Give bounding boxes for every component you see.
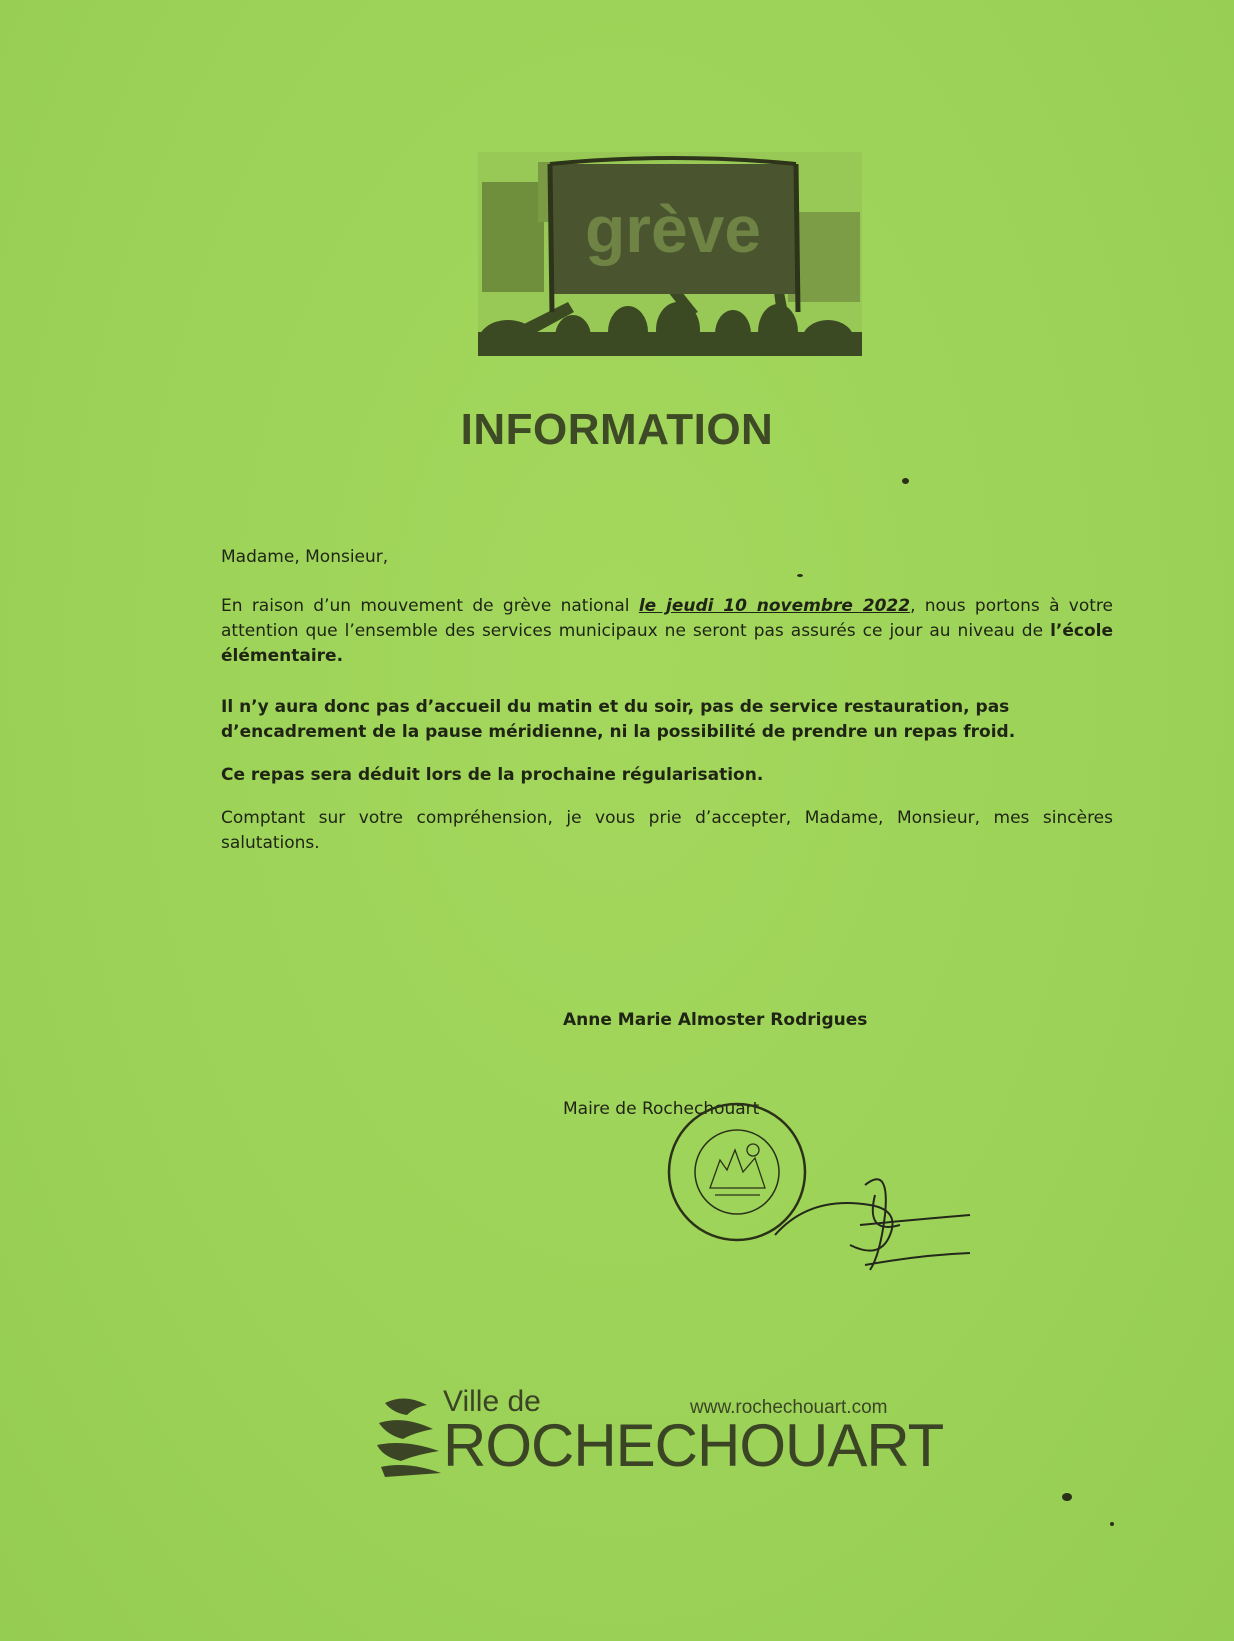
- paragraph-services: Il n’y aura donc pas d’accueil du matin et du soir, pas de service restauration, pas d’encadrement de la pause méridienne, ni la possibilité de prendre un repas froid.: [221, 697, 1016, 742]
- signer-role: Maire de Rochechouart: [563, 1099, 760, 1119]
- logo-ville-de: Ville de: [443, 1385, 541, 1418]
- closing-text: Comptant sur votre compréhension, je vous prie d’accepter, Madame, Monsieur, mes sincères salutations.: [221, 808, 1113, 853]
- para1-before: En raison d’un mouvement de grève national: [221, 596, 630, 616]
- page-title: INFORMATION: [460, 405, 774, 454]
- wave-logo-icon: [375, 1393, 445, 1478]
- website-url: www.rochechouart.com: [690, 1397, 888, 1418]
- speck: [797, 574, 803, 577]
- greeting: Madame, Monsieur,: [221, 547, 389, 567]
- school-name: l’école élémentaire.: [221, 621, 1113, 666]
- paragraph-deduction: Ce repas sera déduit lors de la prochaine régularisation.: [221, 765, 764, 785]
- paragraph-strike-notice: [221, 594, 1113, 687]
- logo-town-name: ROCHECHOUART: [443, 1412, 944, 1479]
- signer-name: Anne Marie Almoster Rodrigues: [563, 1010, 868, 1030]
- handwritten-signature: [770, 1165, 980, 1285]
- speck: [1062, 1493, 1072, 1501]
- speck: [902, 478, 909, 484]
- speck: [1110, 1522, 1114, 1526]
- strike-date: le jeudi 10 novembre 2022: [638, 596, 911, 616]
- para1-middle: , nous portons à votre attention que l’ensemble des services municipaux ne seront pas assurés ce jour au niveau de: [221, 596, 1114, 641]
- banner-word: grève: [584, 192, 762, 266]
- town-logo: [375, 1385, 944, 1485]
- strike-banner-image: [478, 152, 862, 356]
- paragraph-closing: [221, 806, 1113, 874]
